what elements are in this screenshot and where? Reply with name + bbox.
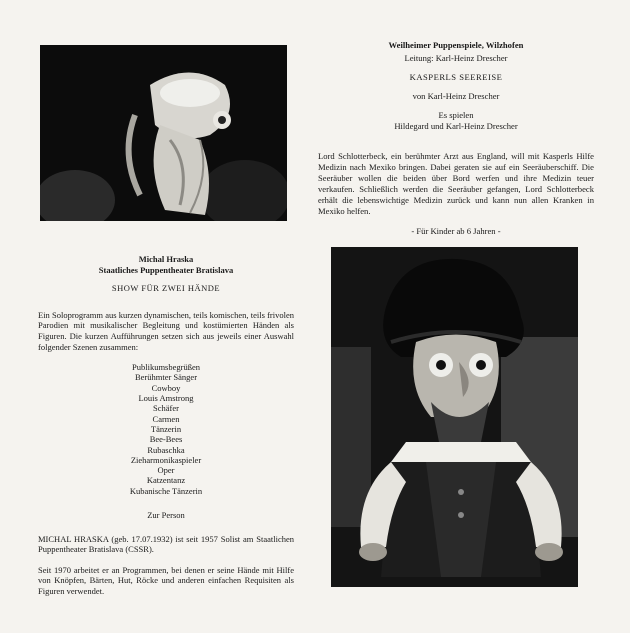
person-heading: Zur Person [147, 510, 185, 521]
show-intro: Ein Soloprogramm aus kurzen dynamischen, teils komischen, teils frivolen Parodien mit musikalischer Begleitung und kostümierten Händen als Figuren. Die kurzen Aufführungen setzen sich aus jeweils einer Auswahl folgender Szenen zusammen: [38, 309, 294, 352]
cast-names: Hildegard und Karl-Heinz Drescher [394, 121, 518, 131]
bio-paragraph-2: Seit 1970 arbeitet er an Programmen, bei denen er seine Hände mit Hilfe von Knöpfen, Bärten, Hut, Röcke und anderen einfachen Requisiten als Figuren verwendet. [38, 564, 294, 596]
hand-puppet-photo [40, 45, 287, 221]
list-item: Louis Amstrong [138, 393, 194, 404]
kasperl-puppet-photo [331, 247, 578, 587]
list-item: Oper [157, 465, 175, 476]
direction-line: Leitung: Karl-Heinz Drescher [404, 53, 508, 63]
scene-list [38, 362, 294, 496]
show-title: SHOW FÜR ZWEI HÄNDE [111, 283, 221, 294]
list-item: Zieharmonikaspieler [130, 454, 202, 465]
organization-heading: Weilheimer Puppenspiele, Wilzhofen [388, 40, 524, 50]
list-item: Rubaschka [147, 444, 185, 455]
list-item: Berühmter Sänger [134, 372, 198, 383]
age-note: - Für Kinder ab 6 Jahren - [411, 226, 501, 236]
list-item: Cowboy [151, 382, 181, 393]
bio-paragraph-1: MICHAL HRASKA (geb. 17.07.1932) ist seit 1957 Solist am Staatlichen Puppentheater Bratislava (CSSR). [38, 533, 294, 555]
list-item: Kubanische Tänzerin [129, 485, 203, 496]
play-title: KASPERLS SEEREISE [409, 72, 503, 82]
list-item: Carmen [152, 413, 180, 424]
performer-name: Michal Hraska [138, 254, 194, 264]
play-description: Lord Schlotterbeck, ein berühmter Arzt aus England, will mit Kasperls Hilfe Medizin nach Mexiko bringen. Dabei geraten sie auf ein Seeräuberschiff. Die Seeräuber wollen die beiden über Bord werfen und ihre Medizin teuer verkaufen. Schließlich werden die Seeräuber gefangen, Lord Schlotterbeck erhält die lebenswichtige Medizin zurück und kann nun allen Kranken in Mexiko helfen. [318, 151, 594, 216]
list-item: Katzentanz [146, 475, 186, 486]
author-line: von Karl-Heinz Drescher [412, 91, 500, 101]
list-item: Bee-Bees [149, 434, 183, 445]
cast-label: Es spielen [438, 110, 474, 120]
kasperl-program-column [318, 40, 594, 237]
list-item: Schäfer [153, 403, 179, 414]
theater-name: Staatliches Puppentheater Bratislava [98, 264, 234, 275]
list-item: Publikumsbegrüßen [132, 362, 200, 373]
hraska-program-column [38, 254, 294, 597]
list-item: Tänzerin [150, 423, 182, 434]
